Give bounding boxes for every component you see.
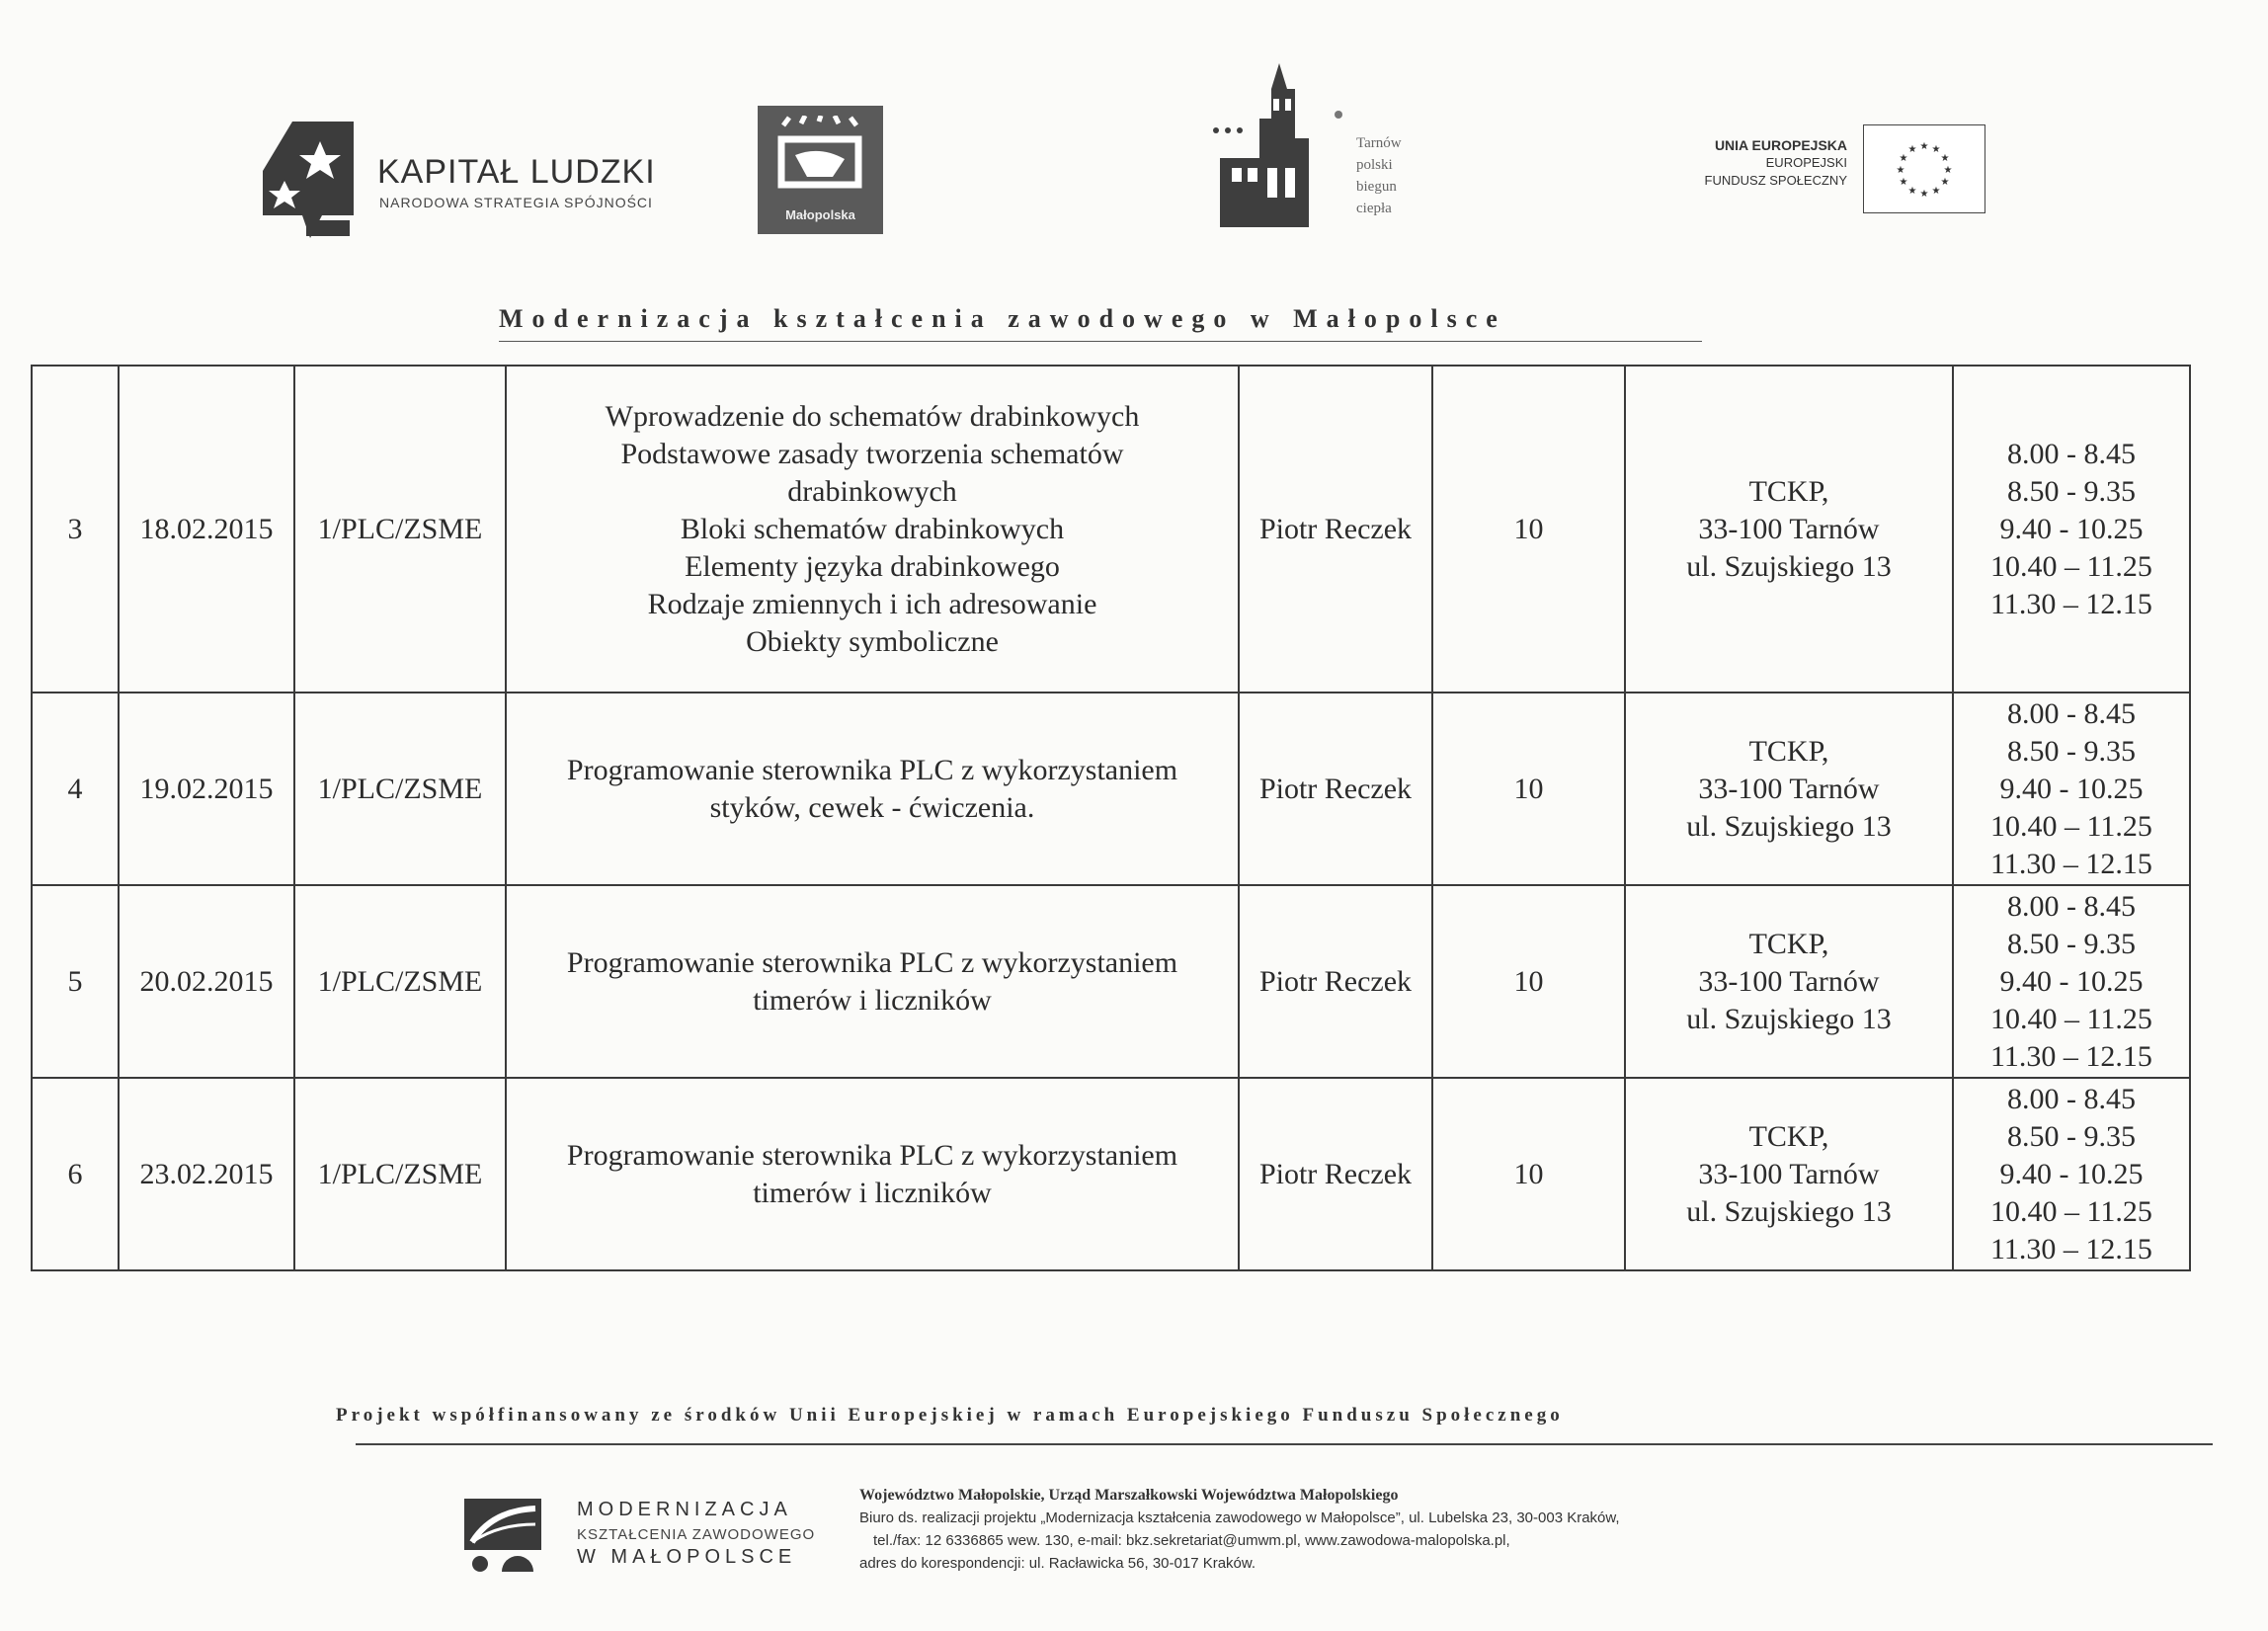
- time-slot: 9.40 - 10.25: [1999, 772, 2144, 805]
- cell-date: 23.02.2015: [119, 1078, 294, 1270]
- time-slot: 10.40 – 11.25: [1990, 809, 2152, 843]
- svg-text:★: ★: [1919, 189, 1929, 200]
- cell-group: 1/PLC/ZSME: [294, 366, 506, 693]
- cell-group: 1/PLC/ZSME: [294, 693, 506, 885]
- svg-text:★: ★: [1896, 165, 1905, 176]
- tarnow-line: ciepła: [1356, 201, 1392, 216]
- tarnow-slogan: [1356, 132, 1402, 219]
- time-slot: 9.40 - 10.25: [1999, 1157, 2144, 1190]
- cell-times: [1953, 885, 2190, 1078]
- time-slot: 8.00 - 8.45: [2007, 437, 2136, 470]
- topic-line: Programowanie sterownika PLC z wykorzystaniem: [566, 753, 1178, 786]
- modernizacja-road-icon: [462, 1497, 543, 1574]
- cell-topic: [506, 693, 1239, 885]
- time-slot: 8.00 - 8.45: [2007, 696, 2136, 730]
- time-slot: 11.30 – 12.15: [1990, 1039, 2152, 1073]
- time-slot: 10.40 – 11.25: [1990, 549, 2152, 583]
- ue-text: [1705, 136, 1847, 190]
- malopolska-logo: [758, 106, 883, 234]
- ue-efs-logo: [1650, 121, 1985, 214]
- cell-times: [1953, 693, 2190, 885]
- table-row: [32, 366, 2190, 693]
- schedule-table: [31, 365, 2191, 1271]
- place-line: TCKP,: [1748, 927, 1829, 960]
- kapital-ludzki-title: KAPITAŁ LUDZKI: [377, 153, 656, 191]
- time-slot: 8.00 - 8.45: [2007, 1082, 2136, 1115]
- svg-text:★: ★: [1899, 177, 1908, 188]
- cell-group: 1/PLC/ZSME: [294, 885, 506, 1078]
- topic-line: Elementy języka drabinkowego: [685, 549, 1060, 583]
- ue-line-2: EUROPEJSKI: [1765, 155, 1847, 170]
- svg-text:★: ★: [1919, 141, 1929, 152]
- place-line: TCKP,: [1748, 474, 1829, 508]
- table-row: [32, 693, 2190, 885]
- tarnow-logo: [1210, 59, 1418, 237]
- cell-place: [1625, 693, 1953, 885]
- time-slot: 8.50 - 9.35: [2007, 474, 2136, 508]
- kapital-ludzki-icon: [263, 122, 354, 240]
- time-slot: 8.50 - 9.35: [2007, 927, 2136, 960]
- time-slot: 9.40 - 10.25: [1999, 512, 2144, 545]
- cell-teacher: Piotr Reczek: [1239, 693, 1432, 885]
- place-line: 33-100 Tarnów: [1698, 512, 1880, 545]
- ue-line-1: UNIA EUROPEJSKA: [1714, 137, 1847, 153]
- kapital-ludzki-subtitle: NARODOWA STRATEGIA SPÓJNOŚCI: [379, 195, 653, 210]
- topic-line: Podstawowe zasady tworzenia schematów: [620, 437, 1124, 470]
- place-line: 33-100 Tarnów: [1698, 1157, 1880, 1190]
- address-line: tel./fax: 12 6336865 wew. 130, e-mail: bkz.sekretariat@umwm.pl, www.zawodowa-malopolska.pl,: [873, 1532, 1510, 1549]
- place-line: 33-100 Tarnów: [1698, 772, 1880, 805]
- cell-times: [1953, 1078, 2190, 1270]
- time-slot: 9.40 - 10.25: [1999, 964, 2144, 998]
- svg-text:★: ★: [1943, 165, 1953, 176]
- page-heading: Modernizacja kształcenia zawodowego w Małopolsce: [499, 304, 1506, 333]
- place-line: TCKP,: [1748, 734, 1829, 768]
- malopolska-label: Małopolska: [785, 207, 855, 222]
- svg-text:★: ★: [1931, 144, 1941, 155]
- topic-line: drabinkowych: [787, 474, 957, 508]
- tarnow-line: Tarnów: [1356, 135, 1402, 151]
- cell-date: 19.02.2015: [119, 693, 294, 885]
- cell-topic: [506, 1078, 1239, 1270]
- svg-text:★: ★: [1940, 177, 1950, 188]
- place-line: 33-100 Tarnów: [1698, 964, 1880, 998]
- time-slot: 8.00 - 8.45: [2007, 889, 2136, 923]
- table-row: [32, 1078, 2190, 1270]
- cell-topic: [506, 885, 1239, 1078]
- topic-line: Programowanie sterownika PLC z wykorzystaniem: [566, 1138, 1178, 1172]
- topic-line: Rodzaje zmiennych i ich adresowanie: [647, 587, 1097, 620]
- cell-hours: 10: [1432, 693, 1625, 885]
- cell-date: 18.02.2015: [119, 366, 294, 693]
- cell-group: 1/PLC/ZSME: [294, 1078, 506, 1270]
- cell-place: [1625, 885, 1953, 1078]
- cell-number: 6: [32, 1078, 119, 1270]
- time-slot: 8.50 - 9.35: [2007, 1119, 2136, 1153]
- tarnow-tower-icon: [1210, 59, 1358, 237]
- topic-line: Wprowadzenie do schematów drabinkowych: [605, 399, 1140, 433]
- cell-number: 5: [32, 885, 119, 1078]
- topic-line: Bloki schematów drabinkowych: [680, 512, 1065, 545]
- svg-text:★: ★: [1899, 153, 1908, 164]
- time-slot: 10.40 – 11.25: [1990, 1194, 2152, 1228]
- ue-line-3: FUNDUSZ SPOŁECZNY: [1704, 173, 1847, 188]
- funding-statement: Projekt współfinansowany ze środków Unii Europejskiej w ramach Europejskiego Funduszu Społecznego: [336, 1405, 1564, 1426]
- cell-teacher: Piotr Reczek: [1239, 1078, 1432, 1270]
- place-line: ul. Szujskiego 13: [1686, 1194, 1892, 1228]
- heading-underline: [499, 341, 1702, 342]
- modernizacja-line-3: W MAŁOPOLSCE: [577, 1546, 797, 1568]
- malopolska-crown-icon: [775, 116, 864, 195]
- address-line: Biuro ds. realizacji projektu „Modernizacja kształcenia zawodowego w Małopolsce”, ul. Lubelska 23, 30-003 Kraków,: [859, 1509, 1620, 1526]
- cell-place: [1625, 1078, 1953, 1270]
- table-row: [32, 885, 2190, 1078]
- time-slot: 11.30 – 12.15: [1990, 1232, 2152, 1265]
- topic-line: Programowanie sterownika PLC z wykorzystaniem: [566, 945, 1178, 979]
- address-line: Województwo Małopolskie, Urząd Marszałkowski Województwa Małopolskiego: [859, 1487, 1399, 1504]
- cell-number: 4: [32, 693, 119, 885]
- place-line: ul. Szujskiego 13: [1686, 1002, 1892, 1035]
- place-line: ul. Szujskiego 13: [1686, 549, 1892, 583]
- topic-line: styków, cewek - ćwiczenia.: [709, 790, 1035, 824]
- modernizacja-line-1: MODERNIZACJA: [577, 1499, 792, 1520]
- cell-teacher: Piotr Reczek: [1239, 885, 1432, 1078]
- cell-topic: [506, 366, 1239, 693]
- tarnow-line: polski: [1356, 157, 1393, 173]
- footer-divider: [356, 1443, 2213, 1445]
- modernizacja-logo: [462, 1487, 838, 1581]
- topic-line: Obiekty symboliczne: [746, 624, 999, 658]
- time-slot: 11.30 – 12.15: [1990, 587, 2152, 620]
- time-slot: 10.40 – 11.25: [1990, 1002, 2152, 1035]
- place-line: ul. Szujskiego 13: [1686, 809, 1892, 843]
- office-address: [859, 1484, 1620, 1575]
- cell-number: 3: [32, 366, 119, 693]
- svg-text:★: ★: [1907, 186, 1917, 197]
- cell-hours: 10: [1432, 1078, 1625, 1270]
- kapital-ludzki-logo: [263, 114, 678, 242]
- eu-flag-icon: [1863, 124, 1985, 213]
- time-slot: 11.30 – 12.15: [1990, 847, 2152, 880]
- cell-place: [1625, 366, 1953, 693]
- address-line: adres do korespondencji: ul. Racławicka 56, 30-017 Kraków.: [859, 1555, 1256, 1572]
- svg-text:★: ★: [1907, 144, 1917, 155]
- topic-line: timerów i liczników: [753, 983, 992, 1017]
- cell-times: [1953, 366, 2190, 693]
- time-slot: 8.50 - 9.35: [2007, 734, 2136, 768]
- tarnow-line: biegun: [1356, 179, 1397, 195]
- svg-text:★: ★: [1940, 153, 1950, 164]
- cell-teacher: Piotr Reczek: [1239, 366, 1432, 693]
- cell-hours: 10: [1432, 366, 1625, 693]
- cell-hours: 10: [1432, 885, 1625, 1078]
- modernizacja-line-2: KSZTAŁCENIA ZAWODOWEGO: [577, 1526, 816, 1543]
- cell-date: 20.02.2015: [119, 885, 294, 1078]
- svg-text:★: ★: [1931, 186, 1941, 197]
- topic-line: timerów i liczników: [753, 1176, 992, 1209]
- place-line: TCKP,: [1748, 1119, 1829, 1153]
